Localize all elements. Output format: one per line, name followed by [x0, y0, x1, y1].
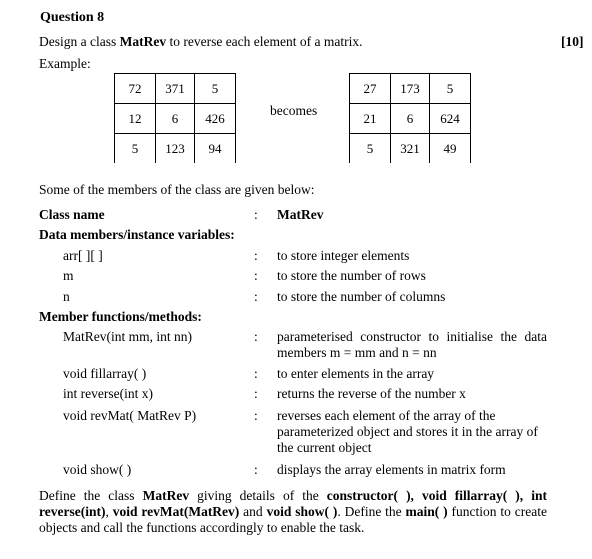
intro-suffix: to reverse each element of a matrix.: [166, 34, 363, 49]
matrix-cell: 21: [350, 104, 391, 134]
matrix-cell: 94: [195, 134, 236, 164]
member-function-name: void show( ): [63, 462, 132, 477]
closing-text: giving details of the: [189, 488, 327, 503]
matrix-cell: 624: [430, 104, 471, 134]
closing-paragraph: [39, 488, 547, 536]
matrix-cell: 123: [156, 134, 195, 164]
members-intro: Some of the members of the class are given below:: [39, 182, 315, 197]
matrix-cell: 27: [350, 74, 391, 104]
closing-bold: constructor( ),: [326, 488, 414, 503]
closing-text: . Define the: [337, 504, 406, 519]
matrix-row: [115, 134, 236, 164]
class-name-label: Class name: [39, 207, 105, 222]
matrix-cell: 6: [391, 104, 430, 134]
closing-bold: MatRev: [142, 488, 190, 503]
member-function-name: void revMat( MatRev P): [63, 408, 197, 423]
matrix-row: [350, 104, 471, 134]
closing-text: Define the class: [39, 488, 143, 503]
becomes-label: becomes: [270, 103, 318, 118]
matrix-cell: 371: [156, 74, 195, 104]
colon: :: [254, 366, 258, 381]
member-function-name: MatRev(int mm, int nn): [63, 329, 192, 344]
colon: :: [254, 408, 258, 423]
question-title: Question 8: [40, 10, 105, 25]
marks-label: [10]: [561, 34, 584, 49]
intro-prefix: Design a class: [39, 34, 120, 49]
member-function-name: void fillarray( ): [63, 366, 147, 381]
closing-text: and: [239, 504, 267, 519]
member-function-desc: to enter elements in the array: [277, 366, 435, 381]
closing-bold: void fillarray( ),: [421, 488, 524, 503]
colon: :: [254, 289, 258, 304]
data-member-name: m: [63, 268, 74, 283]
matrix-cell: 5: [195, 74, 236, 104]
member-function-desc: returns the reverse of the number x: [277, 386, 466, 401]
question-intro: [39, 34, 363, 50]
data-member-desc: to store integer elements: [277, 248, 410, 263]
closing-bold: main( ): [405, 504, 448, 519]
matrix-cell: 5: [430, 74, 471, 104]
closing-bold: void show( ): [266, 504, 338, 519]
colon: :: [254, 386, 258, 401]
example-label: Example:: [39, 56, 91, 71]
member-functions-heading: Member functions/methods:: [39, 309, 202, 324]
data-member-desc: to store the number of rows: [277, 268, 426, 283]
data-member-desc: to store the number of columns: [277, 289, 446, 304]
member-function-desc: reverses each element of the array of the parameterized object and stores it in the array of the current object: [277, 408, 538, 455]
matrix-row: [350, 74, 471, 104]
closing-bold: int reverse(int): [39, 488, 547, 519]
colon: :: [254, 329, 258, 344]
matrix-cell: 5: [115, 134, 156, 164]
output-matrix: [349, 73, 471, 163]
input-matrix: [114, 73, 236, 163]
matrix-cell: 49: [430, 134, 471, 164]
closing-text: function to create objects and call the functions accordingly to enable the task.: [39, 504, 547, 535]
member-function-name: int reverse(int x): [63, 386, 153, 401]
matrix-cell: 321: [391, 134, 430, 164]
matrix-row: [350, 134, 471, 164]
matrix-cell: 6: [156, 104, 195, 134]
member-function-desc-cont: members m = mm and n = nn: [277, 345, 437, 360]
colon: :: [254, 462, 258, 477]
colon: :: [254, 268, 258, 283]
data-member-name: arr[ ][ ]: [63, 248, 103, 263]
member-function-desc: parameterised constructor to initialise the data: [277, 329, 547, 344]
closing-text: [414, 488, 422, 503]
colon: :: [254, 248, 258, 263]
intro-class-name: MatRev: [119, 34, 167, 49]
data-members-heading: Data members/instance variables:: [39, 227, 235, 242]
data-member-name: n: [63, 289, 70, 304]
matrix-cell: 173: [391, 74, 430, 104]
closing-text: ,: [105, 504, 113, 519]
matrix-row: [115, 74, 236, 104]
closing-bold: void revMat(MatRev): [112, 504, 240, 519]
matrix-cell: 72: [115, 74, 156, 104]
colon: :: [254, 207, 258, 222]
matrix-cell: 5: [350, 134, 391, 164]
matrix-cell: 12: [115, 104, 156, 134]
matrix-row: [115, 104, 236, 134]
class-name-value: MatRev: [277, 207, 324, 222]
member-function-desc: displays the array elements in matrix form: [277, 462, 506, 477]
matrix-cell: 426: [195, 104, 236, 134]
